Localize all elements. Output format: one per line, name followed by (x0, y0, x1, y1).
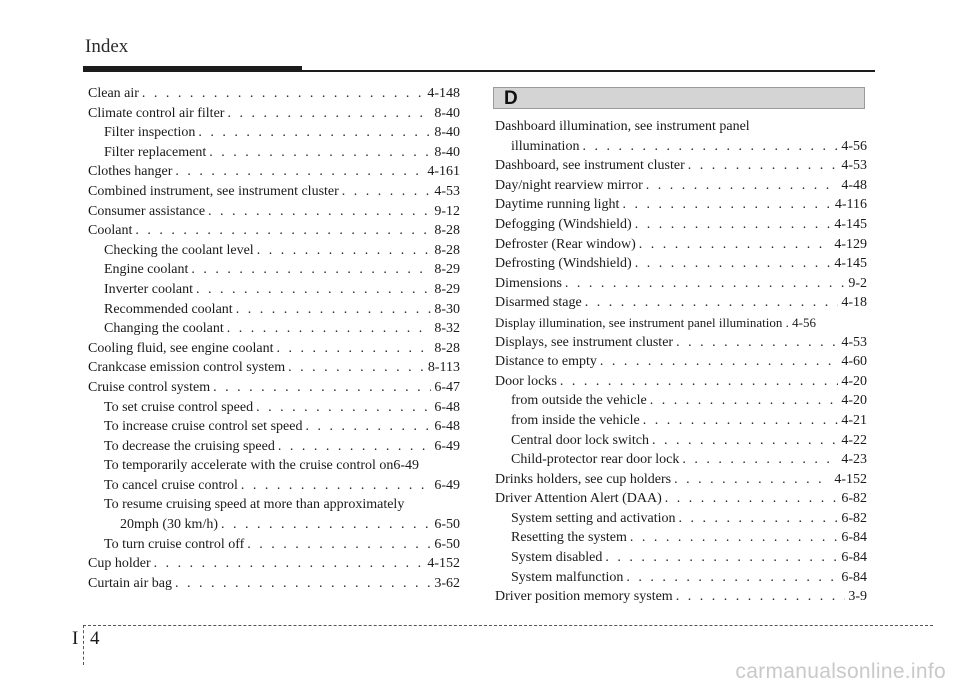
dot-leader (208, 202, 431, 222)
dot-leader (196, 280, 431, 300)
dot-leader (154, 554, 425, 574)
index-entry (495, 274, 867, 294)
entry-page: 4-20 (841, 393, 867, 409)
entry-page: 8-28 (434, 223, 460, 239)
dot-leader (135, 221, 431, 241)
entry-page: 4-53 (841, 334, 867, 350)
dot-leader (221, 515, 431, 535)
dot-leader (288, 358, 425, 378)
entry-page: 6-49 (434, 477, 460, 493)
index-entry (495, 313, 867, 333)
entry-page: 6-50 (434, 536, 460, 552)
dot-leader (639, 235, 832, 255)
index-entry (88, 378, 460, 398)
entry-text: Cruise control system (88, 379, 211, 395)
entry-text: Driver position memory system (495, 589, 673, 605)
entry-page: 9-12 (434, 203, 460, 219)
dot-leader (256, 398, 431, 418)
entry-page: 6-84 (841, 530, 867, 546)
entry-text: System malfunction (511, 569, 624, 585)
entry-text: Climate control air filter (88, 105, 225, 121)
index-entry (88, 241, 460, 261)
index-column-left (88, 84, 460, 593)
entry-page: 6-48 (434, 419, 460, 435)
watermark: carmanualsonline.info (735, 660, 946, 683)
entry-text: Resetting the system (511, 530, 627, 546)
footer-page-number: 4 (90, 628, 100, 649)
footer-rule (83, 625, 933, 626)
entry-page: 4-116 (834, 197, 867, 213)
dot-leader (175, 162, 424, 182)
dot-leader (213, 378, 431, 398)
index-entry (88, 554, 460, 574)
entry-text: To turn cruise control off (104, 536, 245, 552)
entry-text: To cancel cruise control (104, 477, 238, 493)
entry-page: 6-49 (434, 438, 460, 454)
entry-text: Dashboard, see instrument cluster (495, 158, 685, 174)
entry-page: 8-28 (434, 340, 460, 356)
index-entry (495, 391, 867, 411)
index-entry (88, 84, 460, 104)
index-entry (495, 176, 867, 196)
index-entry (88, 182, 460, 202)
index-entry (88, 339, 460, 359)
index-entry (88, 574, 460, 594)
dot-leader (247, 535, 431, 555)
index-entry (88, 515, 460, 535)
entry-text: Door locks (495, 373, 557, 389)
entry-page: 4-152 (834, 471, 867, 487)
dot-leader (605, 548, 838, 568)
dot-leader (652, 431, 838, 451)
entry-text: Dashboard illumination, see instrument panel (495, 119, 750, 134)
dot-leader (665, 489, 839, 509)
section-header-d (493, 87, 865, 109)
index-entry (495, 411, 867, 431)
index-entry (495, 254, 867, 274)
index-entry (495, 117, 867, 137)
index-entry (88, 260, 460, 280)
entry-text: Clothes hanger (88, 164, 173, 180)
entry-text: Displays, see instrument cluster (495, 334, 674, 350)
entry-page: 4-161 (427, 164, 460, 180)
entry-page: 4-48 (841, 177, 867, 193)
entry-page: 4-129 (834, 236, 867, 252)
entry-text: To temporarily accelerate with the cruise control on6-49 (104, 458, 420, 474)
index-entry (495, 450, 867, 470)
entry-text: Curtain air bag (88, 575, 172, 591)
entry-page: 4-152 (427, 556, 460, 572)
entry-text: Defroster (Rear window) (495, 236, 636, 252)
entry-text: Distance to empty (495, 354, 597, 370)
index-entry (88, 143, 460, 163)
index-entry (495, 372, 867, 392)
index-entry (495, 293, 867, 313)
entry-page: 4-20 (841, 373, 867, 389)
index-entry (88, 476, 460, 496)
entry-text: Inverter coolant (104, 281, 194, 297)
entry-page: 6-82 (841, 510, 867, 526)
index-entry (88, 280, 460, 300)
entry-page: 8-113 (427, 360, 460, 376)
entry-text: Drinks holders, see cup holders (495, 471, 672, 487)
entry-text: Cooling fluid, see engine coolant (88, 340, 274, 356)
entry-text: 20mph (30 km/h) (120, 517, 218, 533)
entry-text: Driver Attention Alert (DAA) (495, 491, 662, 507)
section-letter: D (504, 88, 518, 109)
entry-text: Recommended coolant (104, 301, 233, 317)
header-rule-thick (83, 66, 302, 72)
index-entry (495, 568, 867, 588)
index-entry (88, 456, 460, 476)
entry-text: Defrosting (Windshield) (495, 256, 632, 272)
dot-leader (227, 319, 432, 339)
entry-page: 4-53 (434, 183, 460, 199)
index-entry (495, 137, 867, 157)
entry-text: Cup holder (88, 556, 151, 572)
entry-page: 8-28 (434, 242, 460, 258)
header-rule-thin (302, 70, 875, 72)
entry-page: 6-48 (434, 399, 460, 415)
entry-text: System disabled (511, 550, 603, 566)
entry-page: 3-62 (434, 575, 460, 591)
index-entry (88, 300, 460, 320)
entry-page: 8-32 (434, 321, 460, 337)
entry-page: 8-40 (434, 105, 460, 121)
index-column-right (495, 117, 867, 607)
entry-page: 4-18 (841, 295, 867, 311)
entry-page: 8-30 (434, 301, 460, 317)
entry-text: from inside the vehicle (511, 412, 640, 428)
dot-leader (342, 182, 432, 202)
entry-text: illumination (511, 138, 580, 154)
dot-leader (241, 476, 431, 496)
entry-text: Disarmed stage (495, 295, 582, 311)
index-entry (88, 104, 460, 124)
dot-leader (643, 411, 839, 431)
entry-text: Engine coolant (104, 262, 189, 278)
entry-page: 4-23 (841, 452, 867, 468)
dot-leader (276, 339, 431, 359)
index-entry (88, 417, 460, 437)
entry-text: Combined instrument, see instrument cluster (88, 183, 339, 199)
entry-text: Central door lock switch (511, 432, 650, 448)
entry-text: To decrease the cruising speed (104, 438, 275, 454)
entry-page: 3-9 (848, 589, 867, 605)
dot-leader (626, 568, 838, 588)
entry-text: Display illumination, see instrument panel illumination . 4-56 (495, 314, 816, 330)
footer-divider (83, 625, 84, 665)
index-entry (88, 202, 460, 222)
dot-leader (674, 470, 831, 490)
dot-leader (635, 215, 832, 235)
index-entry (495, 587, 867, 607)
entry-text: Checking the coolant level (104, 242, 254, 258)
entry-text: Defogging (Windshield) (495, 216, 632, 232)
entry-text: To increase cruise control set speed (104, 419, 303, 435)
entry-page: 6-50 (434, 517, 460, 533)
entry-page: 4-53 (841, 158, 867, 174)
dot-leader (650, 391, 839, 411)
index-entry (495, 509, 867, 529)
index-entry (495, 195, 867, 215)
entry-page: 4-148 (427, 86, 460, 101)
dot-leader (257, 241, 432, 261)
index-entry (495, 352, 867, 372)
index-entry (88, 358, 460, 378)
index-entry (495, 528, 867, 548)
dot-leader (278, 437, 431, 457)
entry-text: Filter inspection (104, 125, 196, 141)
entry-page: 4-22 (841, 432, 867, 448)
dot-leader (565, 274, 845, 294)
entry-page: 6-84 (841, 550, 867, 566)
dot-leader (622, 195, 831, 215)
dot-leader (227, 104, 431, 124)
dot-leader (585, 293, 839, 313)
entry-text: Crankcase emission control system (88, 360, 286, 376)
dot-leader (305, 417, 431, 437)
page-title: Index (85, 36, 129, 57)
entry-page: 9-2 (848, 275, 867, 291)
entry-page: 4-145 (834, 216, 867, 232)
entry-page: 4-60 (841, 354, 867, 370)
entry-page: 4-21 (841, 412, 867, 428)
entry-page: 8-29 (434, 262, 460, 278)
entry-text: To resume cruising speed at more than approximately (104, 497, 405, 513)
dot-leader (682, 450, 838, 470)
dot-leader (582, 137, 838, 157)
index-entry (495, 215, 867, 235)
dot-leader (600, 352, 838, 372)
dot-leader (560, 372, 839, 392)
entry-text: Coolant (88, 223, 133, 239)
dot-leader (676, 333, 838, 353)
index-entry (88, 495, 460, 515)
entry-text: Changing the coolant (104, 321, 224, 337)
index-entry (495, 333, 867, 353)
index-entry (495, 156, 867, 176)
index-entry (88, 437, 460, 457)
index-entry (88, 319, 460, 339)
entry-text: Child-protector rear door lock (511, 452, 680, 468)
index-entry (495, 548, 867, 568)
footer-section-letter: I (72, 628, 79, 649)
entry-text: Day/night rearview mirror (495, 177, 643, 193)
entry-text: Clean air (88, 86, 139, 101)
index-entry (88, 123, 460, 143)
dot-leader (635, 254, 832, 274)
dot-leader (142, 84, 424, 104)
index-entry (88, 535, 460, 555)
index-entry (88, 162, 460, 182)
entry-text: from outside the vehicle (511, 393, 647, 409)
dot-leader (198, 123, 431, 143)
entry-text: System setting and activation (511, 510, 676, 526)
entry-text: Dimensions (495, 275, 562, 291)
dot-leader (678, 509, 838, 529)
dot-leader (630, 528, 838, 548)
dot-leader (236, 300, 432, 320)
dot-leader (191, 260, 431, 280)
entry-page: 8-29 (434, 281, 460, 297)
entry-page: 4-56 (841, 138, 867, 154)
dot-leader (646, 176, 839, 196)
entry-page: 8-40 (434, 144, 460, 160)
entry-page: 8-40 (434, 125, 460, 141)
entry-text: Consumer assistance (88, 203, 206, 219)
entry-page: 6-47 (434, 379, 460, 395)
index-entry (88, 221, 460, 241)
index-entry (495, 235, 867, 255)
index-entry (495, 489, 867, 509)
entry-page: 6-82 (841, 491, 867, 507)
index-entry (88, 398, 460, 418)
dot-leader (676, 587, 846, 607)
dot-leader (688, 156, 839, 176)
dot-leader (209, 143, 431, 163)
entry-page: 6-84 (841, 569, 867, 585)
dot-leader (175, 574, 431, 594)
entry-text: To set cruise control speed (104, 399, 254, 415)
entry-text: Daytime running light (495, 197, 620, 213)
entry-text: Filter replacement (104, 144, 207, 160)
index-entry (495, 431, 867, 451)
entry-page: 4-145 (834, 256, 867, 272)
index-entry (495, 470, 867, 490)
